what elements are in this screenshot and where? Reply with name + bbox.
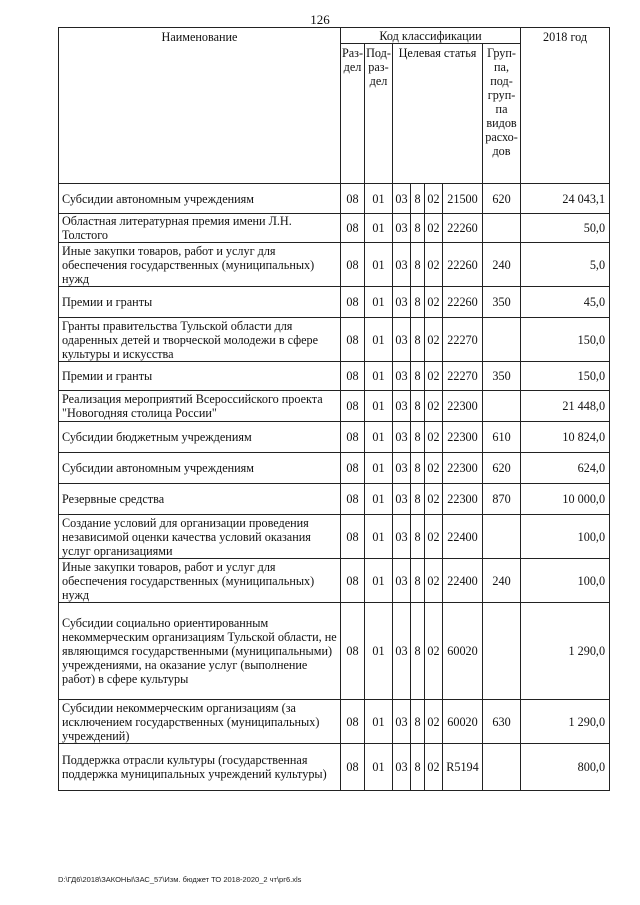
table-row: [59, 184, 610, 214]
row-name: Субсидии бюджетным учреждениям: [59, 422, 341, 453]
header-name: Наименование: [59, 28, 341, 184]
row-subsection: 01: [365, 422, 393, 453]
row-subsection: 01: [365, 515, 393, 559]
header-code: Код классификации: [341, 28, 521, 44]
row-target-type: 8: [411, 422, 425, 453]
row-target-direction: 60020: [443, 700, 483, 744]
row-expense-type: 350: [483, 287, 521, 318]
row-expense-type: 610: [483, 422, 521, 453]
row-target-direction: 22300: [443, 453, 483, 484]
row-subsection: 01: [365, 214, 393, 243]
row-section: 08: [341, 214, 365, 243]
row-target-subprogram: 02: [425, 287, 443, 318]
row-section: 08: [341, 184, 365, 214]
row-amount: 1 290,0: [521, 603, 610, 700]
row-subsection: 01: [365, 744, 393, 791]
table-row: [59, 214, 610, 243]
row-section: 08: [341, 422, 365, 453]
row-amount: 150,0: [521, 318, 610, 362]
row-target-program: 03: [393, 559, 411, 603]
table-row: [59, 603, 610, 700]
row-expense-type: [483, 391, 521, 422]
table-row: [59, 287, 610, 318]
row-target-program: 03: [393, 700, 411, 744]
row-target-type: 8: [411, 184, 425, 214]
row-target-subprogram: 02: [425, 484, 443, 515]
row-name: Иные закупки товаров, работ и услуг для обеспечения государственных (муниципальных) нужд: [59, 559, 341, 603]
row-target-type: 8: [411, 287, 425, 318]
header-subsection: Под- раз- дел: [365, 44, 393, 184]
row-target-type: 8: [411, 700, 425, 744]
row-target-subprogram: 02: [425, 318, 443, 362]
row-name: Областная литературная премия имени Л.Н. Толстого: [59, 214, 341, 243]
row-amount: 21 448,0: [521, 391, 610, 422]
row-target-type: 8: [411, 318, 425, 362]
footer-path: D:\ГД6\2018\ЗАКОНЫ\ЗАС_57\Изм. бюджет ТО 2018-2020_2 чт\рг6.xls: [58, 875, 302, 884]
table-row: [59, 744, 610, 791]
row-name: Субсидии социально ориентированным некоммерческим организациям Тульской области, не являющимся государственными (муниципальными) учреждениями, на оказание услуг (выполнение работ) в сфере культуры: [59, 603, 341, 700]
row-target-program: 03: [393, 422, 411, 453]
row-target-subprogram: 02: [425, 243, 443, 287]
row-target-subprogram: 02: [425, 603, 443, 700]
row-expense-type: [483, 744, 521, 791]
row-target-direction: 22300: [443, 391, 483, 422]
row-name: Поддержка отрасли культуры (государственная поддержка муниципальных учреждений культуры): [59, 744, 341, 791]
table-row: [59, 318, 610, 362]
row-target-type: 8: [411, 515, 425, 559]
row-amount: 800,0: [521, 744, 610, 791]
row-target-type: 8: [411, 603, 425, 700]
row-name: Премии и гранты: [59, 362, 341, 391]
row-target-direction: R5194: [443, 744, 483, 791]
row-target-subprogram: 02: [425, 559, 443, 603]
row-target-program: 03: [393, 515, 411, 559]
row-expense-type: 240: [483, 243, 521, 287]
header-target: Целевая статья: [393, 44, 483, 184]
row-expense-type: 620: [483, 184, 521, 214]
row-target-direction: 60020: [443, 603, 483, 700]
row-subsection: 01: [365, 700, 393, 744]
row-target-type: 8: [411, 744, 425, 791]
row-target-subprogram: 02: [425, 391, 443, 422]
row-target-subprogram: 02: [425, 700, 443, 744]
row-target-type: 8: [411, 559, 425, 603]
table-row: [59, 391, 610, 422]
row-target-type: 8: [411, 243, 425, 287]
row-section: 08: [341, 318, 365, 362]
row-subsection: 01: [365, 484, 393, 515]
row-subsection: 01: [365, 287, 393, 318]
row-name: Иные закупки товаров, работ и услуг для обеспечения государственных (муниципальных) нужд: [59, 243, 341, 287]
table-row: [59, 515, 610, 559]
row-target-program: 03: [393, 243, 411, 287]
row-target-program: 03: [393, 287, 411, 318]
row-expense-type: [483, 318, 521, 362]
row-target-program: 03: [393, 603, 411, 700]
row-target-type: 8: [411, 214, 425, 243]
row-target-direction: 22270: [443, 362, 483, 391]
row-amount: 100,0: [521, 515, 610, 559]
row-subsection: 01: [365, 318, 393, 362]
row-amount: 1 290,0: [521, 700, 610, 744]
row-section: 08: [341, 453, 365, 484]
row-target-direction: 22260: [443, 214, 483, 243]
row-name: Гранты правительства Тульской области для одаренных детей и творческой молодежи в сфере культуры и искусства: [59, 318, 341, 362]
row-section: 08: [341, 362, 365, 391]
row-target-type: 8: [411, 453, 425, 484]
row-target-subprogram: 02: [425, 453, 443, 484]
table-body: [59, 184, 610, 791]
row-target-subprogram: 02: [425, 214, 443, 243]
row-target-direction: 22300: [443, 422, 483, 453]
row-target-direction: 21500: [443, 184, 483, 214]
row-name: Резервные средства: [59, 484, 341, 515]
row-amount: 150,0: [521, 362, 610, 391]
row-target-type: 8: [411, 484, 425, 515]
row-target-program: 03: [393, 391, 411, 422]
table-row: [59, 559, 610, 603]
row-section: 08: [341, 391, 365, 422]
row-subsection: 01: [365, 391, 393, 422]
page-number: 126: [310, 12, 330, 27]
row-target-program: 03: [393, 362, 411, 391]
row-target-direction: 22400: [443, 515, 483, 559]
row-name: Субсидии автономным учреждениям: [59, 453, 341, 484]
row-amount: 624,0: [521, 453, 610, 484]
row-target-program: 03: [393, 318, 411, 362]
header-section: Раз- дел: [341, 44, 365, 184]
row-section: 08: [341, 744, 365, 791]
row-name: Создание условий для организации проведения независимой оценки качества условий оказания услуг организациями: [59, 515, 341, 559]
row-subsection: 01: [365, 603, 393, 700]
row-target-program: 03: [393, 744, 411, 791]
row-expense-type: [483, 515, 521, 559]
table-row: [59, 453, 610, 484]
table-header: [59, 28, 610, 184]
row-expense-type: 620: [483, 453, 521, 484]
row-subsection: 01: [365, 559, 393, 603]
row-amount: 10 824,0: [521, 422, 610, 453]
row-name: Премии и гранты: [59, 287, 341, 318]
table-row: [59, 484, 610, 515]
row-amount: 45,0: [521, 287, 610, 318]
row-amount: 100,0: [521, 559, 610, 603]
row-section: 08: [341, 515, 365, 559]
row-expense-type: [483, 603, 521, 700]
row-target-subprogram: 02: [425, 362, 443, 391]
row-section: 08: [341, 559, 365, 603]
row-target-type: 8: [411, 391, 425, 422]
row-subsection: 01: [365, 453, 393, 484]
row-subsection: 01: [365, 184, 393, 214]
row-section: 08: [341, 700, 365, 744]
row-expense-type: 630: [483, 700, 521, 744]
row-amount: 5,0: [521, 243, 610, 287]
header-expense-type: Груп- па, под- груп- па видов расхо- дов: [483, 44, 521, 184]
row-target-direction: 22270: [443, 318, 483, 362]
row-expense-type: 870: [483, 484, 521, 515]
row-target-direction: 22400: [443, 559, 483, 603]
row-subsection: 01: [365, 243, 393, 287]
table-row: [59, 422, 610, 453]
row-section: 08: [341, 287, 365, 318]
row-target-program: 03: [393, 484, 411, 515]
table-row: [59, 243, 610, 287]
row-target-direction: 22300: [443, 484, 483, 515]
row-name: Субсидии некоммерческим организациям (за исключением государственных (муниципальных) учреждений): [59, 700, 341, 744]
row-amount: 50,0: [521, 214, 610, 243]
row-target-program: 03: [393, 453, 411, 484]
row-amount: 24 043,1: [521, 184, 610, 214]
row-section: 08: [341, 243, 365, 287]
row-amount: 10 000,0: [521, 484, 610, 515]
row-target-program: 03: [393, 184, 411, 214]
row-expense-type: 350: [483, 362, 521, 391]
table-row: [59, 362, 610, 391]
table-row: [59, 700, 610, 744]
budget-table: [58, 27, 610, 791]
row-target-direction: 22260: [443, 287, 483, 318]
row-target-subprogram: 02: [425, 184, 443, 214]
row-name: Субсидии автономным учреждениям: [59, 184, 341, 214]
row-expense-type: [483, 214, 521, 243]
row-name: Реализация мероприятий Всероссийского проекта "Новогодняя столица России": [59, 391, 341, 422]
header-year: 2018 год: [521, 28, 610, 184]
row-section: 08: [341, 603, 365, 700]
row-target-direction: 22260: [443, 243, 483, 287]
row-target-subprogram: 02: [425, 422, 443, 453]
row-subsection: 01: [365, 362, 393, 391]
row-section: 08: [341, 484, 365, 515]
row-target-program: 03: [393, 214, 411, 243]
row-expense-type: 240: [483, 559, 521, 603]
row-target-subprogram: 02: [425, 744, 443, 791]
row-target-type: 8: [411, 362, 425, 391]
row-target-subprogram: 02: [425, 515, 443, 559]
